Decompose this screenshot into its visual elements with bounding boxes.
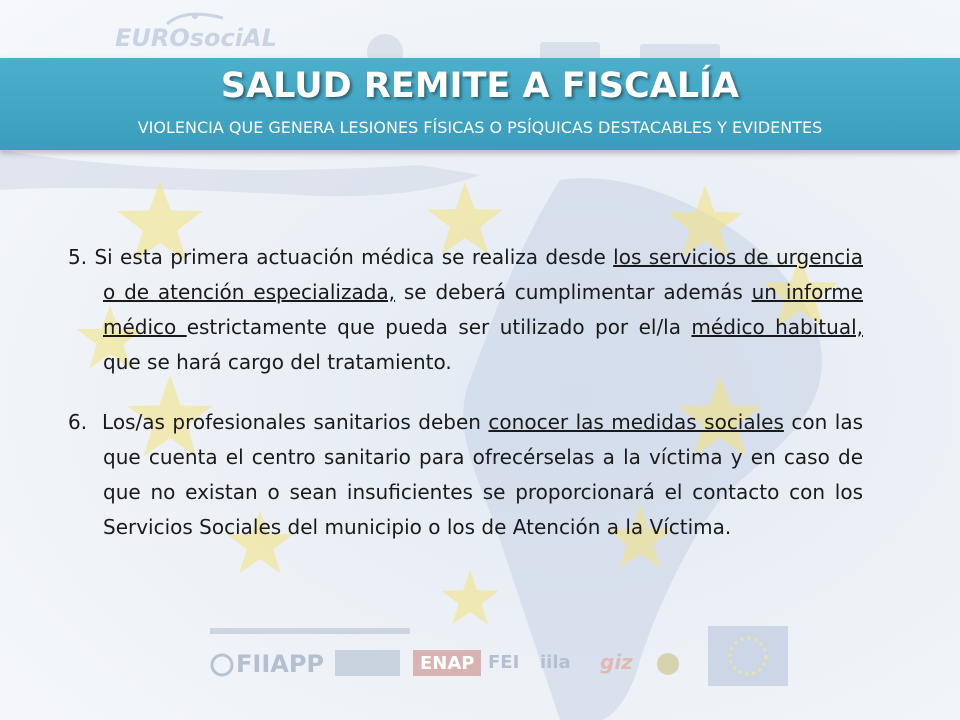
- eurosocial-logo: [115, 10, 275, 54]
- list-item: [68, 405, 863, 545]
- text-segment: Si esta primera actuación médica se realiza desde: [87, 245, 614, 269]
- partner-logos: [0, 620, 960, 720]
- text-segment: Los/as profesionales sanitarios deben: [87, 410, 489, 434]
- text-segment: con las que cuenta el centro sanitario para ofrecérselas a la víctima y en caso de que no existan o sean insuficientes se proporcionará el contacto con los Servicios Sociales del municipio o los de Atención a la Víctima.: [103, 410, 863, 539]
- body-text: [68, 240, 863, 545]
- text-segment: estrictamente que pueda ser utilizado por el/la: [186, 315, 692, 339]
- fiiapp-logo: FIIAPP: [236, 650, 325, 678]
- item-number: 6.: [68, 410, 88, 434]
- underlined-text: médico habitual,: [691, 315, 863, 339]
- iila-logo: iila: [540, 652, 571, 673]
- underlined-text: los servicios de urgencia o de atención especializada,: [103, 245, 863, 304]
- enap-logo: ENAP: [420, 653, 475, 674]
- underlined-text: conocer las medidas sociales: [488, 410, 784, 434]
- giz-logo: giz: [600, 650, 633, 674]
- star-decoration: [441, 570, 498, 624]
- underlined-text: un informe médico: [103, 280, 863, 339]
- list-item: [68, 240, 863, 380]
- page-subtitle: VIOLENCIA QUE GENERA LESIONES FÍSICAS O PSÍQUICAS DESTACABLES Y EVIDENTES: [137, 118, 823, 137]
- page-title: SALUD REMITE A FISCALÍA: [220, 66, 740, 106]
- text-segment: que se hará cargo del tratamiento.: [103, 350, 452, 374]
- item-number: 5.: [68, 245, 88, 269]
- text-segment: se deberá cumplimentar además: [395, 280, 752, 304]
- fei-logo: FEI: [488, 652, 520, 673]
- title-banner: [0, 58, 960, 150]
- eurosocial-wordmark: EUROsociAL: [115, 24, 277, 52]
